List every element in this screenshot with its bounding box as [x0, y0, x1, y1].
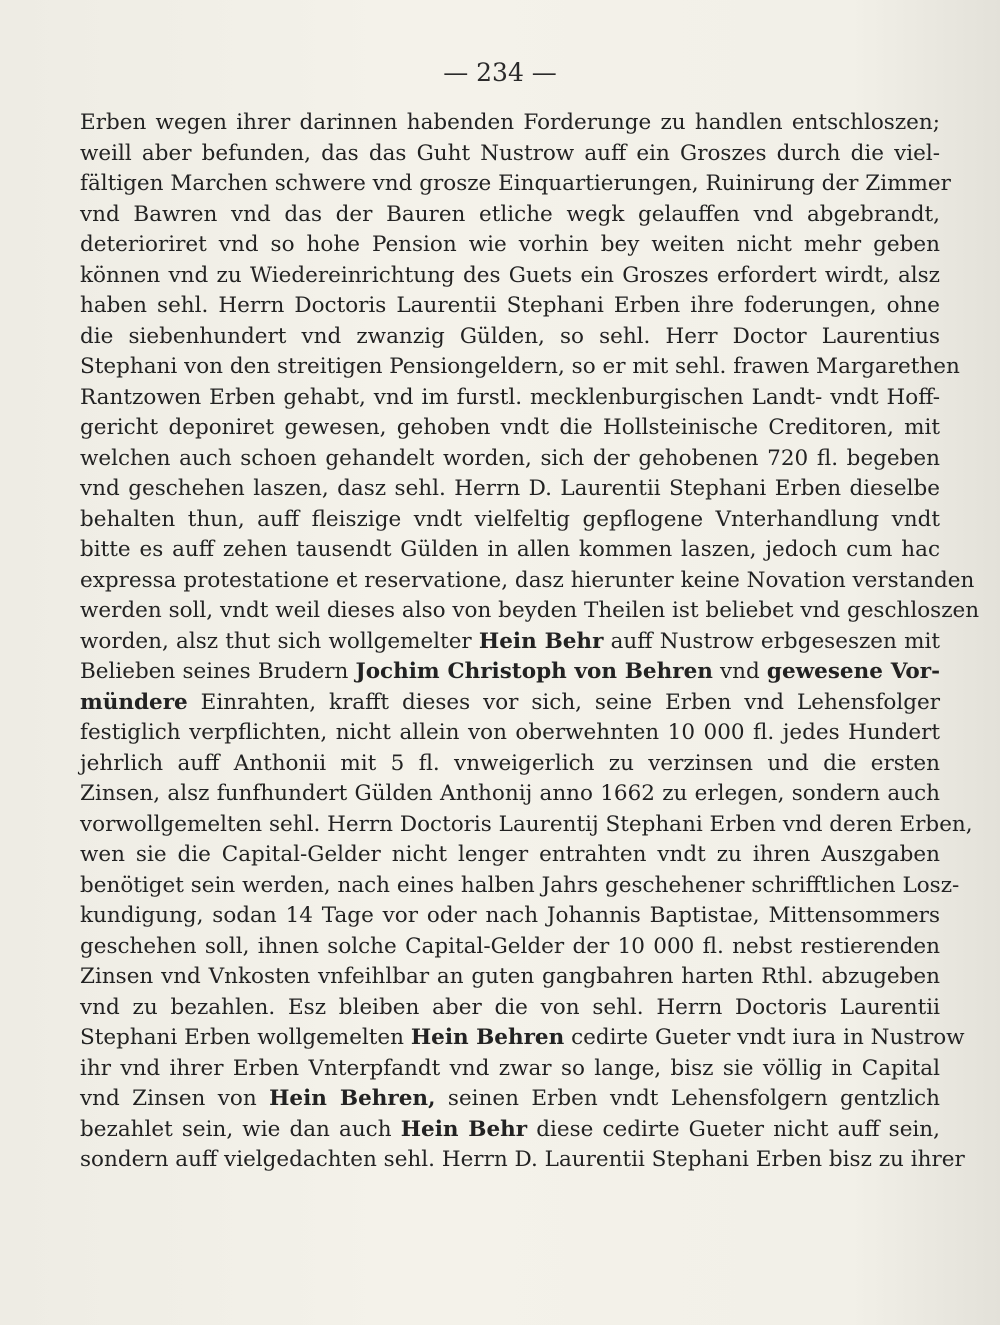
- text-segment: deterioriret vnd so hohe Pension wie vorhin bey weiten nicht mehr geben: [80, 232, 940, 257]
- text-segment: wen sie die Capital-Gelder nicht lenger entrahten vndt zu ihren Auszgaben: [80, 842, 940, 867]
- text-line: [80, 1023, 965, 1054]
- text-segment: welchen auch schoen gehandelt worden, sich der gehobenen 720 fl. begeben: [80, 445, 940, 471]
- text-line: [80, 200, 940, 231]
- text-segment: mündere: [80, 689, 188, 715]
- text-line: [80, 1145, 965, 1176]
- text-line: [80, 108, 940, 139]
- text-line: [80, 413, 940, 444]
- text-line: [80, 1084, 940, 1115]
- text-line: [80, 657, 940, 688]
- text-segment: Hein Behren,: [269, 1086, 436, 1111]
- text-segment: ihr vnd ihrer Erben Vnterpfandt vnd zwar so lange, bisz sie völlig in Capital: [80, 1055, 940, 1081]
- text-segment: jehrlich auff Anthonii mit 5 fl. vnweigerlich zu verzinsen und die ersten: [80, 750, 940, 776]
- text-line: [80, 261, 940, 292]
- text-line: [80, 718, 940, 749]
- text-segment: weill aber befunden, das das Guht Nustrow auff ein Groszes durch die viel-: [80, 140, 940, 166]
- text-segment: gewesene Vor-: [766, 659, 940, 684]
- text-segment: können vnd zu Wiedereinrichtung des Guets ein Groszes erfordert wirdt, alsz: [80, 262, 940, 288]
- text-segment: bezahlet sein, wie dan auch: [80, 1116, 401, 1142]
- page-number: — 234 —: [443, 58, 557, 87]
- text-line: [80, 779, 940, 810]
- text-segment: vnd Bawren vnd das der Bauren etliche wegk gelauffen vnd abgebrandt,: [80, 201, 940, 227]
- text-segment: seinen Erben vndt Lehensfolgern gentzlich: [435, 1086, 940, 1111]
- text-segment: gericht deponiret gewesen, gehoben vndt die Hollsteinische Creditoren, mit: [80, 415, 940, 440]
- text-segment: Zinsen vnd Vnkosten vnfeihlbar an guten gangbahren harten Rthl. abzugeben: [80, 964, 940, 989]
- text-line: [80, 688, 940, 719]
- text-segment: vnd: [712, 659, 767, 684]
- text-line: [80, 1115, 940, 1146]
- text-segment: worden, alsz thut sich wollgemelter: [80, 628, 479, 654]
- text-line: [80, 810, 973, 841]
- text-line: [80, 169, 951, 200]
- text-segment: haben sehl. Herrn Doctoris Laurentii Stephani Erben ihre foderungen, ohne: [80, 293, 940, 318]
- text-line: [80, 1054, 940, 1085]
- text-segment: vorwollgemelten sehl. Herrn Doctoris Laurentij Stephani Erben vnd deren Erben,: [80, 811, 973, 837]
- text-segment: bitte es auff zehen tausendt Gülden in allen kommen laszen, jedoch cum hac: [80, 537, 940, 562]
- text-segment: vnd Zinsen von: [80, 1086, 270, 1111]
- text-segment: Erben wegen ihrer darinnen habenden Forderunge zu handlen entschloszen;: [80, 110, 940, 135]
- text-segment: auff Nustrow erbgeseszen mit: [603, 628, 940, 654]
- text-segment: Stephani Erben wollgemelten: [80, 1025, 411, 1050]
- text-segment: Hein Behren: [410, 1025, 565, 1050]
- body-text: [80, 108, 980, 1176]
- text-line: [80, 352, 960, 383]
- text-segment: vnd geschehen laszen, dasz sehl. Herrn D. Laurentii Stephani Erben dieselbe: [80, 476, 940, 501]
- text-line: [80, 840, 940, 871]
- text-segment: Rantzowen Erben gehabt, vnd im furstl. mecklenburgischen Landt- vndt Hoff-: [80, 384, 940, 410]
- text-line: [80, 596, 980, 627]
- text-segment: Jochim Christoph von Behren: [355, 659, 713, 684]
- text-segment: vnd zu bezahlen. Esz bleiben aber die von sehl. Herrn Doctoris Laurentii: [80, 994, 940, 1020]
- text-line: [80, 535, 940, 566]
- text-line: [80, 932, 940, 963]
- text-line: [80, 901, 940, 932]
- text-segment: behalten thun, auff fleiszige vndt vielfeltig gepflogene Vnterhandlung vndt: [80, 506, 940, 532]
- text-segment: geschehen soll, ihnen solche Capital-Gelder der 10 000 fl. nebst restierenden: [80, 933, 940, 959]
- text-segment: die siebenhundert vnd zwanzig Gülden, so sehl. Herr Doctor Laurentius: [80, 323, 940, 349]
- text-line: [80, 962, 940, 993]
- text-segment: benötiget sein werden, nach eines halben Jahrs geschehener schrifftlichen Losz-: [80, 872, 960, 898]
- text-line: [80, 291, 940, 322]
- text-segment: Einrahten, krafft dieses vor sich, seine Erben vnd Lehensfolger: [187, 689, 940, 715]
- text-segment: Stephani von den streitigen Pensiongeldern, so er mit sehl. frawen Margarethen: [80, 354, 960, 379]
- text-line: [80, 383, 940, 414]
- text-line: [80, 322, 940, 353]
- text-segment: Hein Behr: [478, 628, 604, 654]
- text-segment: fältigen Marchen schwere vnd grosze Einquartierungen, Ruinirung der Zimmer: [80, 171, 951, 196]
- text-line: [80, 139, 940, 170]
- text-line: [80, 871, 960, 902]
- text-segment: diese cedirte Gueter nicht auff sein,: [527, 1116, 940, 1142]
- text-segment: festiglich verpflichten, nicht allein von oberwehnten 10 000 fl. jedes Hundert: [80, 720, 940, 745]
- text-segment: expressa protestatione et reservatione, dasz hierunter keine Novation verstanden: [80, 567, 975, 593]
- text-line: [80, 993, 940, 1024]
- text-segment: Zinsen, alsz funfhundert Gülden Anthonij anno 1662 zu erlegen, sondern auch: [80, 781, 940, 806]
- text-segment: sondern auff vielgedachten sehl. Herrn D. Laurentii Stephani Erben bisz zu ihrer: [80, 1147, 965, 1172]
- text-line: [80, 749, 940, 780]
- text-segment: Belieben seines Brudern: [80, 659, 356, 684]
- text-segment: kundigung, sodan 14 Tage vor oder nach Johannis Baptistae, Mittensommers: [80, 903, 940, 928]
- text-segment: werden soll, vndt weil dieses also von beyden Theilen ist beliebet vnd geschloszen: [80, 598, 980, 623]
- text-line: [80, 566, 975, 597]
- text-segment: cedirte Gueter vndt iura in Nustrow: [564, 1025, 965, 1050]
- text-line: [80, 505, 940, 536]
- text-line: [80, 474, 940, 505]
- text-line: [80, 230, 940, 261]
- text-segment: Hein Behr: [400, 1116, 528, 1142]
- text-line: [80, 627, 940, 658]
- text-line: [80, 444, 940, 475]
